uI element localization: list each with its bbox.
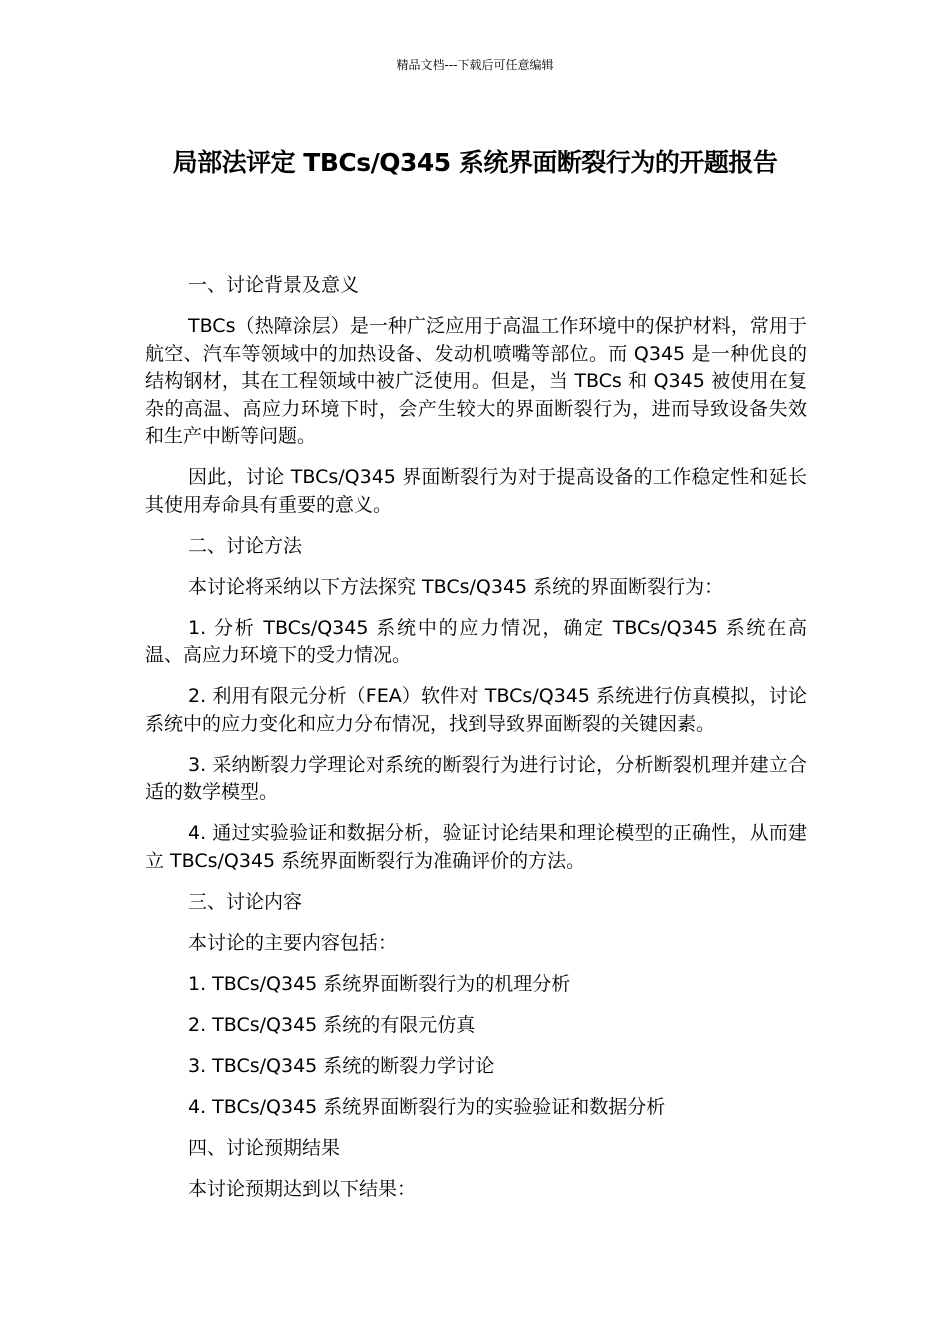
content-item-1: 1. TBCs/Q345 系统界面断裂行为的机理分析 bbox=[188, 972, 571, 995]
content-item-3: 3. TBCs/Q345 系统的断裂力学讨论 bbox=[188, 1054, 495, 1077]
section-heading-background: 一、讨论背景及意义 bbox=[188, 274, 360, 296]
document-title: 局部法评定 TBCs/Q345 系统界面断裂行为的开题报告 bbox=[172, 148, 778, 177]
paragraph-background-significance: 因此，讨论 TBCs/Q345 界面断裂行为对于提高设备的工作稳定性和延长其使用寿命具有重要的意义。 bbox=[145, 466, 807, 516]
paragraph-content-intro: 本讨论的主要内容包括： bbox=[188, 931, 398, 954]
page-header: 精品文档---下载后可任意编辑 bbox=[396, 58, 554, 72]
content-item-2: 2. TBCs/Q345 系统的有限元仿真 bbox=[188, 1013, 476, 1036]
method-item-2: 2. 利用有限元分析（FEA）软件对 TBCs/Q345 系统进行仿真模拟，讨论系统中的应力变化和应力分布情况，找到导致界面断裂的关键因素。 bbox=[145, 685, 807, 735]
section-heading-expected-results: 四、讨论预期结果 bbox=[188, 1136, 341, 1159]
section-heading-content: 三、讨论内容 bbox=[188, 890, 303, 913]
method-item-4: 4. 通过实验验证和数据分析，验证讨论结果和理论模型的正确性，从而建立 TBCs/Q345 系统界面断裂行为准确评价的方法。 bbox=[145, 822, 807, 872]
section-heading-methods: 二、讨论方法 bbox=[188, 534, 303, 557]
paragraph-background-intro: TBCs（热障涂层）是一种广泛应用于高温工作环境中的保护材料，常用于航空、汽车等领域中的加热设备、发动机喷嘴等部位。而 Q345 是一种优良的结构钢材，其在工程领域中被广泛使用。但是，当 TBCs 和 Q345 被使用在复杂的高温、高应力环境下时，会产生较大的界面断裂行为，进而导致设备失效和生产中断等问题。 bbox=[145, 315, 807, 447]
paragraph-methods-intro: 本讨论将采纳以下方法探究 TBCs/Q345 系统的界面断裂行为： bbox=[188, 575, 724, 598]
document-body bbox=[145, 272, 807, 1217]
method-item-3: 3. 采纳断裂力学理论对系统的断裂行为进行讨论，分析断裂机理并建立合适的数学模型。 bbox=[145, 753, 807, 803]
method-item-1: 1. 分析 TBCs/Q345 系统中的应力情况，确定 TBCs/Q345 系统在高温、高应力环境下的受力情况。 bbox=[145, 616, 807, 666]
content-item-4: 4. TBCs/Q345 系统界面断裂行为的实验验证和数据分析 bbox=[188, 1095, 666, 1118]
paragraph-expected-results-intro: 本讨论预期达到以下结果： bbox=[188, 1177, 417, 1200]
